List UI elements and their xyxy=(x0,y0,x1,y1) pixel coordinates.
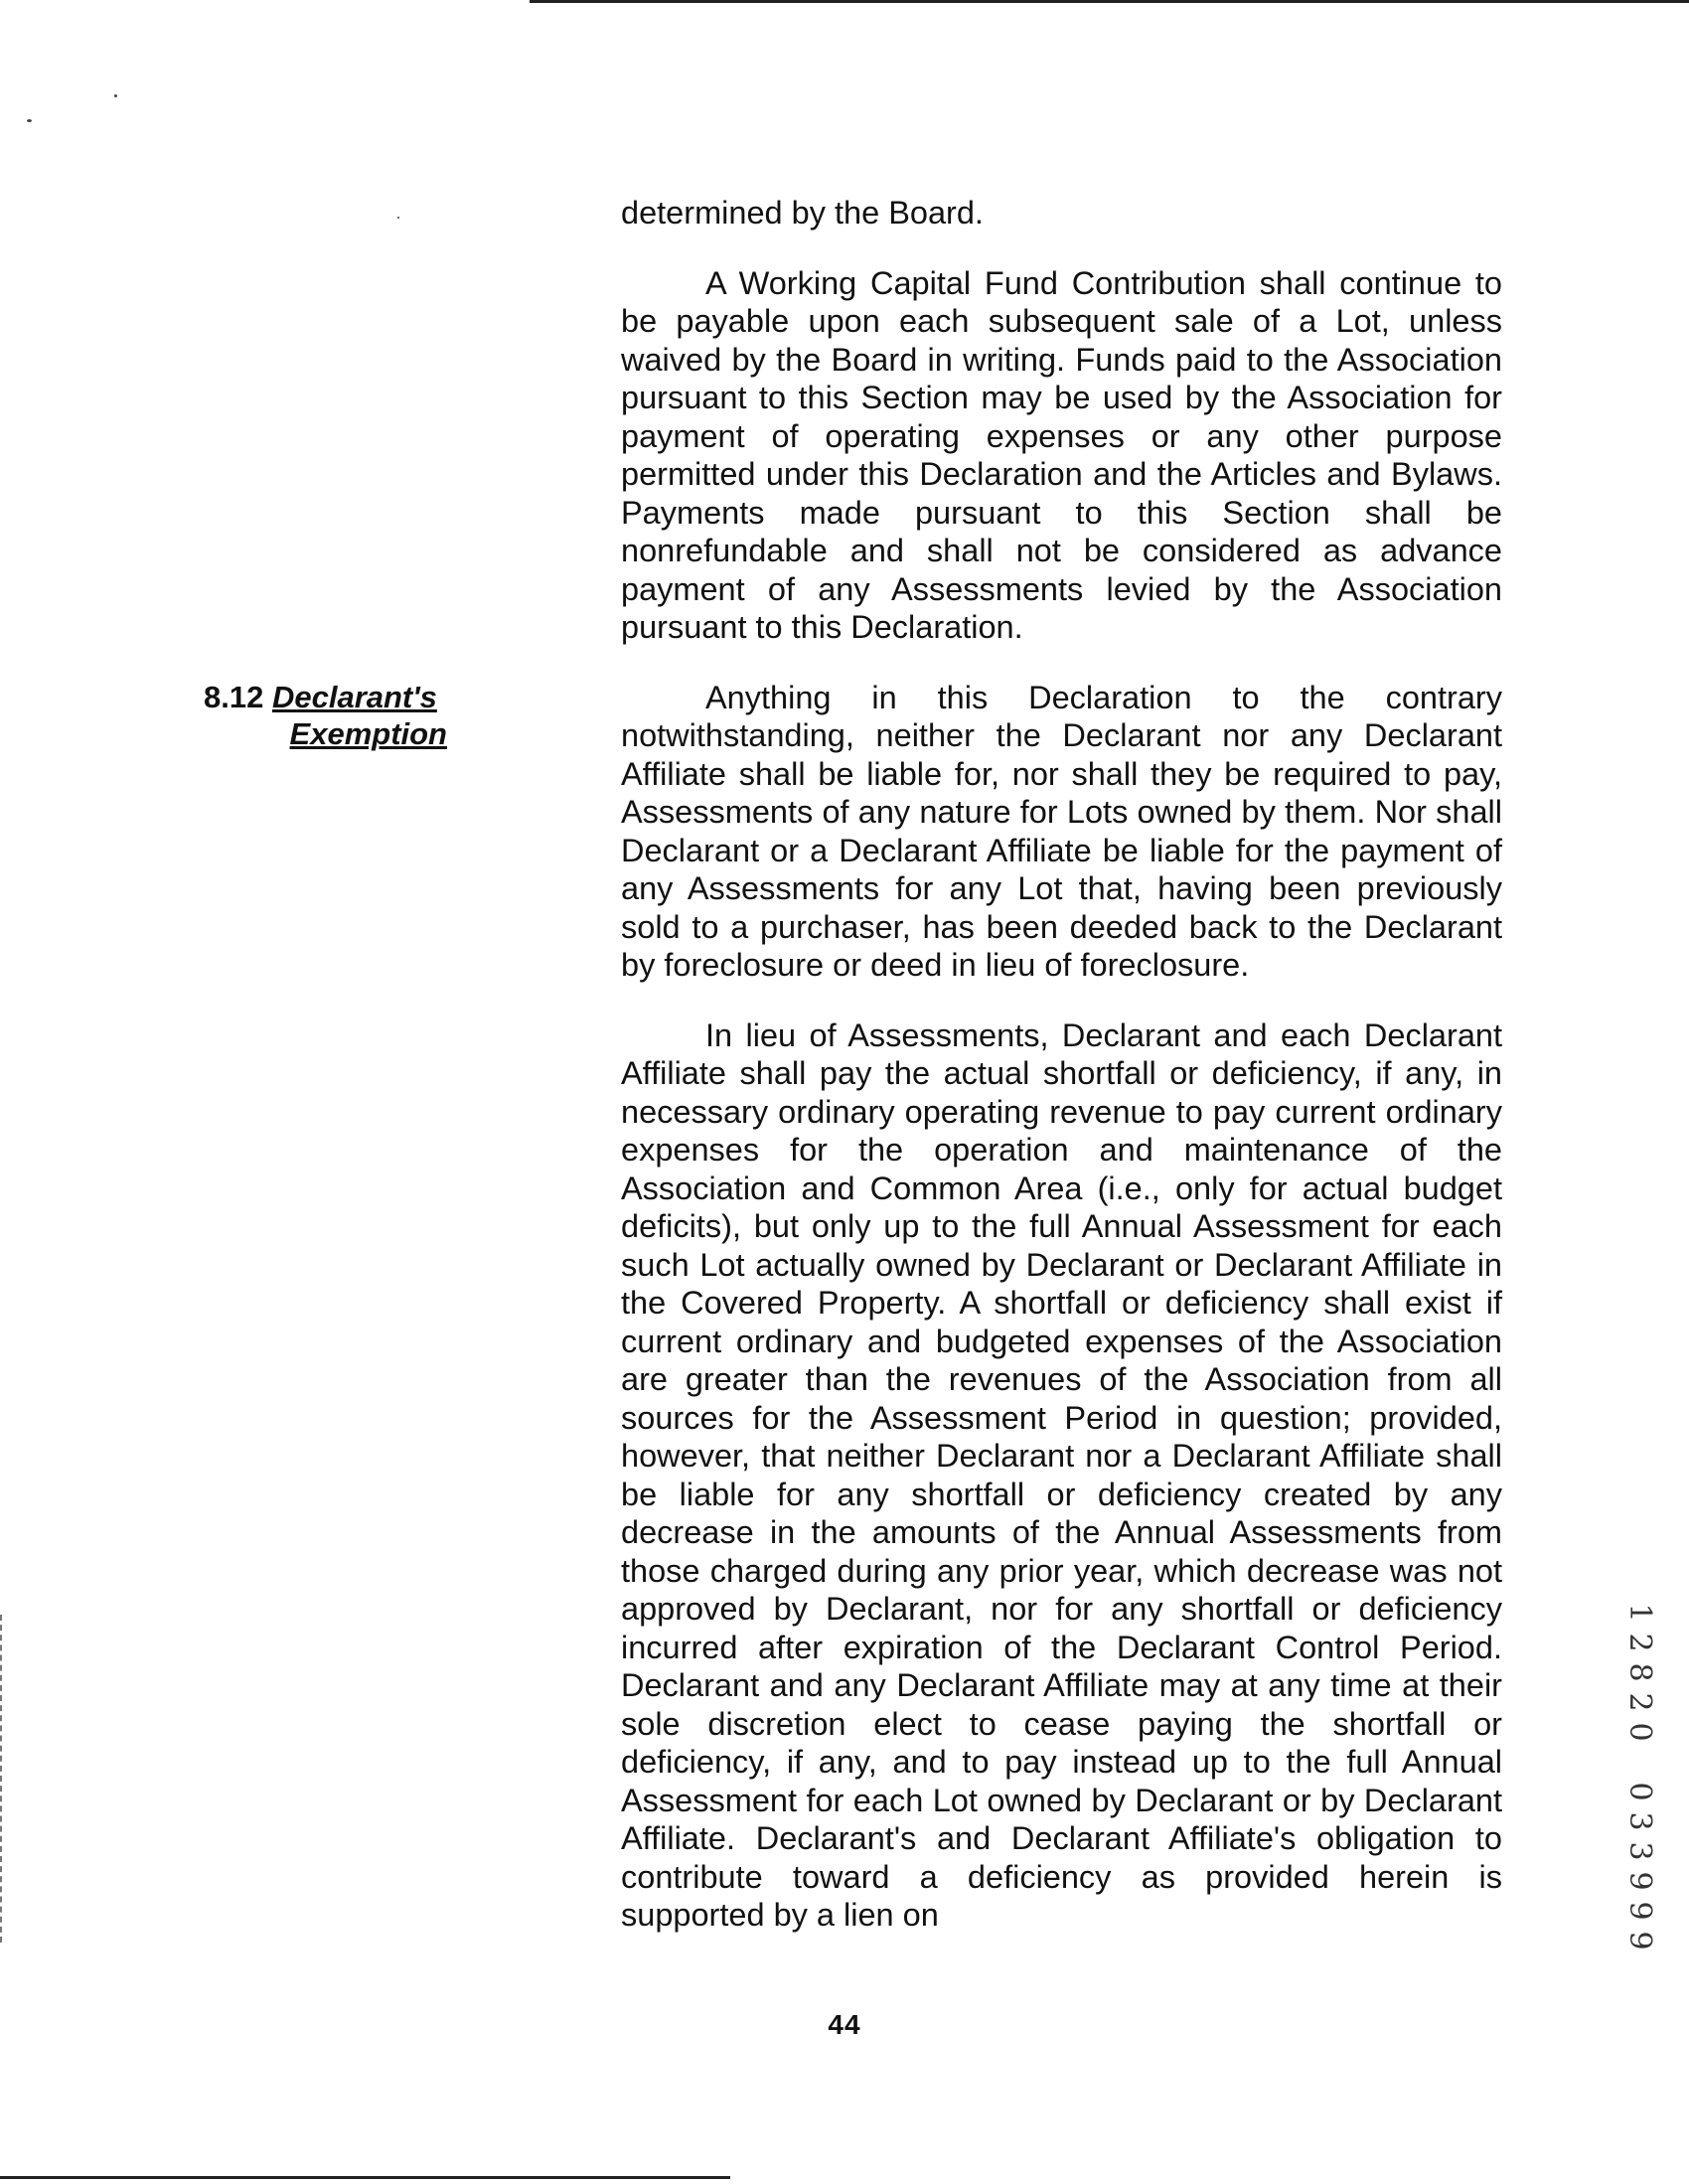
page-number: 44 xyxy=(828,2009,861,2040)
stamp-char: 3 xyxy=(1622,1841,1657,1861)
paragraph-declarant-exemption: Anything in this Declaration to the contrary notwithstanding, neither the Declarant nor any Declarant Affiliate shall be liable for, nor shall they be required to pay, Assessments of any nature for Lots owned by them. Nor shall Declarant or a Declarant Affiliate be liable for the payment of any Assessments for any Lot that, having been previously sold to a purchaser, has been deeded back to the Declarant by foreclosure or deed in lieu of foreclosure. xyxy=(621,679,1502,983)
scan-bottom-border xyxy=(0,2176,730,2179)
stamp-char: 0 xyxy=(1622,1722,1657,1742)
section-title-line1: Declarant's xyxy=(271,680,437,714)
stamp-char: 0 xyxy=(1622,1782,1657,1801)
paragraph-working-capital: A Working Capital Fund Contribution shall continue to be payable upon each subsequent sale of a Lot, unless waived by the Board in writing. Funds paid to the Association pursuant to this Section may be used by the Association for payment of operating expenses or any other purpose permitted under this Declaration and the Articles and Bylaws. Payments made pursuant to this Section shall be nonrefundable and shall not be considered as advance payment of any Assessments levied by the Association pursuant to this Declaration. xyxy=(621,264,1502,645)
stamp-char: 9 xyxy=(1622,1901,1657,1921)
section-heading xyxy=(204,679,447,752)
paragraph-continuation: determined by the Board. xyxy=(621,195,984,231)
section-title-line2: Exemption xyxy=(289,716,447,751)
scan-speck xyxy=(397,217,399,219)
scan-speck xyxy=(27,119,32,122)
document-body xyxy=(621,194,1502,1966)
stamp-char: 8 xyxy=(1622,1662,1657,1682)
stamp-char: 9 xyxy=(1622,1931,1657,1950)
section-number: 8.12 xyxy=(204,680,264,714)
recording-stamp xyxy=(1621,1598,1657,1955)
scan-left-edge-marks xyxy=(0,1615,2,1943)
paragraph-in-lieu-of-assessments: In lieu of Assessments, Declarant and each Declarant Affiliate shall pay the actual shortfall or deficiency, if any, in necessary ordinary operating revenue to pay current ordinary expenses for the operation and maintenance of the Association and Common Area (i.e., only for actual budget deficits), but only up to the full Annual Assessment for each such Lot actually owned by Declarant or Declarant Affiliate in the Covered Property. A shortfall or deficiency shall exist if current ordinary and budgeted expenses of the Association are greater than the revenues of the Association from all sources for the Assessment Period in question; provided, however, that neither Declarant nor a Declarant Affiliate shall be liable for any shortfall or deficiency created by any decrease in the amounts of the Annual Assessments from those charged during any prior year, which decrease was not approved by Declarant, nor for any shortfall or deficiency incurred after expiration of the Declarant Control Period. Declarant and any Declarant Affiliate may at any time at their sole discretion elect to cease paying the shortfall or deficiency, if any, and to pay instead up to the full Annual Assessment for each Lot owned by Declarant or by Declarant Affiliate. Declarant's and Declarant Affiliate's obligation to contribute toward a deficiency as provided herein is supported by a lien on xyxy=(621,1016,1502,1933)
stamp-char: 2 xyxy=(1622,1633,1657,1652)
stamp-char: 9 xyxy=(1622,1871,1657,1891)
stamp-char: 3 xyxy=(1622,1811,1657,1831)
stamp-char: 1 xyxy=(1622,1603,1657,1623)
scan-speck xyxy=(114,94,117,97)
stamp-char: 2 xyxy=(1622,1692,1657,1712)
scan-top-border xyxy=(530,0,1689,3)
